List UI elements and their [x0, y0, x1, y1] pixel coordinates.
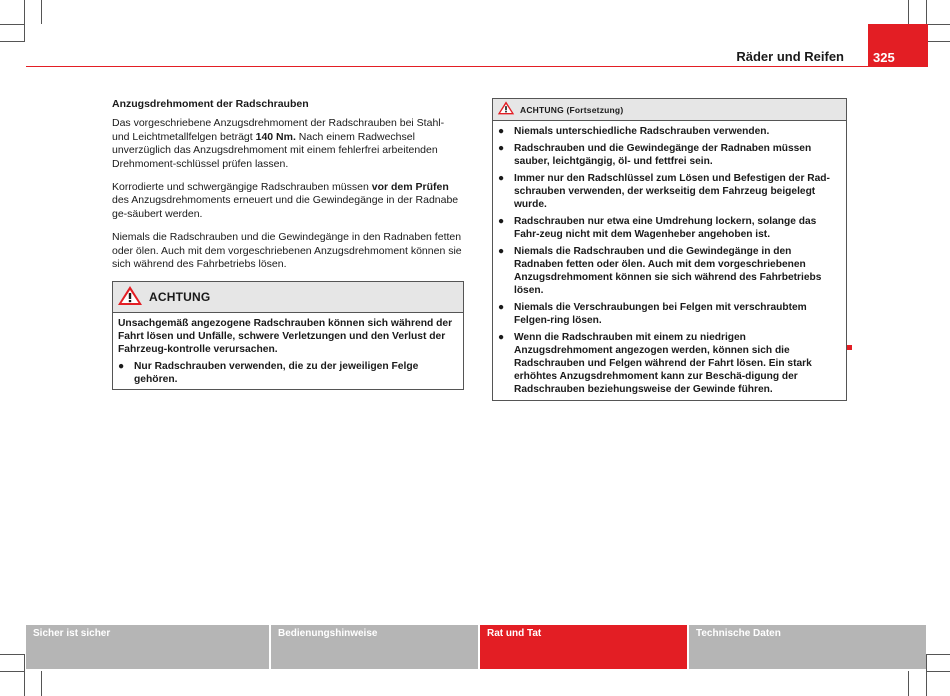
- bullet-dot-icon: ●: [498, 143, 505, 154]
- left-column: [112, 98, 464, 390]
- tab-sicher-ist-sicher[interactable]: Sicher ist sicher: [26, 625, 269, 669]
- crop-mark: [926, 654, 927, 696]
- warning-continued-box: [492, 98, 847, 401]
- crop-mark: [926, 654, 950, 655]
- list-item: ● Wenn die Radschrauben mit einem zu niedrigen Anzugsdrehmoment angezogen werden, können sich die Radschrauben und Felgen während der Fahrt lösen. Ein stark erhöhtes Anzugsdrehmoment kann zur Beschä-digung der Radschrauben beziehungsweise der Gewinde führen.: [498, 332, 812, 395]
- end-of-section-marker: [847, 345, 852, 350]
- warning-triangle-icon: [117, 284, 143, 310]
- crop-mark: [24, 654, 25, 696]
- list-item: ● Immer nur den Radschlüssel zum Lösen und Befestigen der Rad-schrauben verwenden, der werkseitig dem Fahrzeug beigelegt wurde.: [498, 173, 830, 210]
- paragraph-corroded: Korrodierte und schwergängige Radschrauben müssen vor dem Prüfen des Anzugsdrehmoments erneuert und die Gewindegänge in der Radnabe ge-säubert werden.: [112, 181, 459, 220]
- section-title: Räder und Reifen: [736, 49, 844, 64]
- bullet-dot-icon: ●: [498, 302, 505, 313]
- warning-body: [493, 121, 846, 400]
- crop-mark: [0, 24, 24, 25]
- section-heading: Anzugsdrehmoment der Radschrauben: [112, 98, 309, 110]
- crop-mark: [41, 0, 42, 24]
- bullet-dot-icon: ●: [498, 173, 505, 184]
- tab-technische-daten[interactable]: Technische Daten: [689, 625, 926, 669]
- crop-mark: [926, 24, 950, 25]
- crop-mark: [0, 654, 24, 655]
- list-item: ● Niemals die Radschrauben und die Gewindegänge in den Radnaben fetten oder ölen. Auch mit dem vorgeschriebenen Anzugsdrehmoment können sie sich während des Fahrbetriebs lösen.: [498, 246, 822, 296]
- list-item: ● Radschrauben nur etwa eine Umdrehung lockern, solange das Fahr-zeug nicht mit dem Wagenheber angehoben ist.: [498, 216, 817, 240]
- paragraph-no-grease: Niemals die Radschrauben und die Gewindegänge in den Radnaben fetten oder ölen. Auch mit dem vorgeschriebenen Anzugsdrehmoment können sie sich während des Fahrbetriebs lösen.: [112, 231, 462, 271]
- list-item: ● Niemals die Verschraubungen bei Felgen mit verschraubtem Felgen-ring lösen.: [498, 302, 807, 326]
- header-divider: [26, 66, 928, 67]
- crop-mark: [0, 41, 24, 42]
- warning-header: [493, 99, 846, 121]
- bullet-dot-icon: ●: [498, 216, 505, 227]
- list-item: ● Niemals unterschiedliche Radschrauben verwenden.: [498, 126, 770, 137]
- crop-mark: [0, 671, 24, 672]
- warning-body: [113, 313, 463, 389]
- tab-rat-und-tat[interactable]: Rat und Tat: [480, 625, 687, 669]
- paragraph-torque: Das vorgeschriebene Anzugsdrehmoment der Radschrauben bei Stahl- und Leichtmetallfelgen beträgt 140 Nm. Nach einem Radwechsel unverzüglich das Anzugsdrehmoment mit einem fehlerfrei arbeitenden Drehmoment-schlüssel prüfen lassen.: [112, 117, 445, 170]
- crop-mark: [926, 671, 950, 672]
- warning-text: Unsachgemäß angezogene Radschrauben können sich während der Fahrt lösen und Unfälle, schwere Verletzungen und den Verlust der Fahrzeug-kontrolle verursachen.: [118, 318, 453, 356]
- crop-mark: [926, 41, 950, 42]
- crop-mark: [24, 0, 25, 42]
- crop-mark: [908, 0, 909, 24]
- page-number: 325: [868, 24, 928, 67]
- bullet-dot-icon: ●: [118, 361, 125, 373]
- list-item: ● Nur Radschrauben verwenden, die zu der jeweiligen Felge gehören.: [118, 361, 419, 386]
- warning-title: ACHTUNG: [149, 289, 211, 304]
- bullet-dot-icon: ●: [498, 126, 505, 137]
- warning-title: ACHTUNG (Fortsetzung): [520, 104, 624, 115]
- warning-box: [112, 281, 464, 390]
- warning-triangle-icon: [497, 100, 515, 120]
- warning-header: [113, 282, 463, 313]
- tab-bedienungshinweise[interactable]: Bedienungshinweise: [271, 625, 478, 669]
- footer-nav: [26, 625, 926, 669]
- bullet-dot-icon: ●: [498, 332, 505, 343]
- crop-mark: [908, 671, 909, 696]
- crop-mark: [41, 671, 42, 696]
- list-item: ● Radschrauben und die Gewindegänge der Radnaben müssen sauber, leichtgängig, öl- und fettfrei sein.: [498, 143, 812, 167]
- bullet-dot-icon: ●: [498, 246, 505, 257]
